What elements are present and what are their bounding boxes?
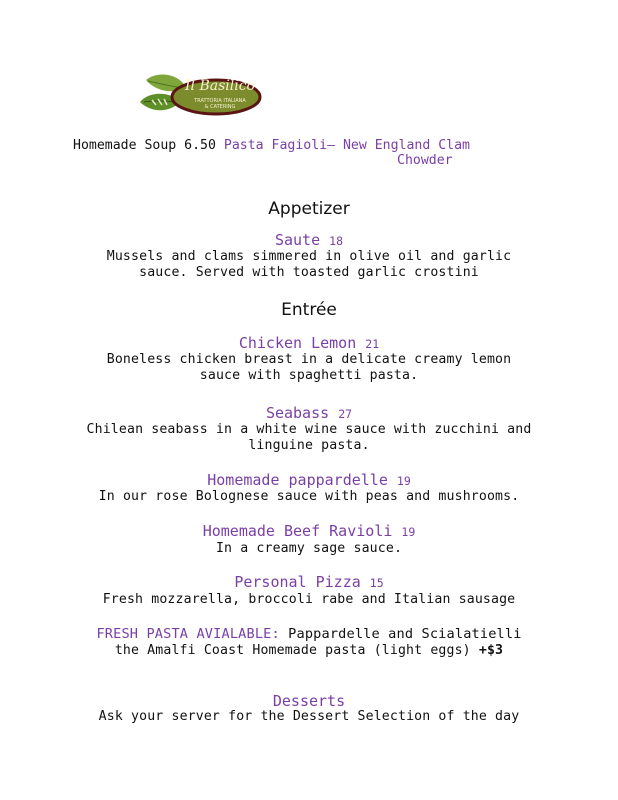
- item-description: Fresh mozzarella, broccoli rabe and Italian sausage: [102, 592, 516, 607]
- item-price: 19: [396, 474, 411, 488]
- fresh-pasta-surcharge: +$3: [478, 643, 504, 658]
- item-name: Chicken Lemon: [238, 334, 357, 352]
- logo-tagline-2: & CATERING: [204, 104, 236, 110]
- menu-item-title: [0, 404, 618, 423]
- menu-item-title: [0, 471, 618, 490]
- item-description: Mussels and clams simmered in olive oil and garlic: [106, 249, 512, 264]
- fresh-pasta-line-2: [0, 643, 618, 659]
- section-heading-appetizer: Appetizer: [268, 199, 350, 219]
- soup-options-continued: Chowder: [397, 153, 453, 168]
- fresh-pasta-label: FRESH PASTA AVIALABLE:: [96, 626, 280, 642]
- section-heading-desserts: Desserts: [272, 692, 346, 710]
- item-price: 21: [365, 337, 380, 351]
- soup-line: [73, 138, 470, 153]
- soup-label: Homemade Soup 6.50: [73, 138, 216, 153]
- item-description: Boneless chicken breast in a delicate creamy lemon: [106, 352, 512, 367]
- item-description: sauce. Served with toasted garlic crostini: [139, 265, 479, 280]
- section-heading-entree: Entrée: [281, 300, 337, 320]
- logo-tagline: TRATTORIA ITALIANA: [194, 98, 246, 104]
- fresh-pasta-types: Pappardelle and Scialatielli: [288, 626, 522, 642]
- item-price: 19: [401, 525, 416, 539]
- desserts-description: Ask your server for the Dessert Selection of the day: [98, 709, 520, 724]
- item-description: linguine pasta.: [248, 438, 370, 453]
- item-description: In our rose Bolognese sauce with peas and mushrooms.: [98, 489, 520, 504]
- item-name: Seabass: [265, 404, 330, 422]
- item-name: Personal Pizza: [234, 573, 361, 591]
- item-name: Saute: [274, 231, 321, 249]
- item-description: Chilean seabass in a white wine sauce with zucchini and: [86, 422, 532, 437]
- menu-item-title: [0, 522, 618, 541]
- item-name: Homemade pappardelle: [207, 471, 388, 489]
- logo-title: Il Basilico: [185, 78, 255, 94]
- item-price: 18: [329, 234, 344, 248]
- item-price: 27: [338, 407, 353, 421]
- menu-item-title: [0, 334, 618, 353]
- item-description: In a creamy sage sauce.: [215, 541, 403, 556]
- soup-options: Pasta Fagioli– New England Clam: [223, 138, 471, 153]
- menu-item-title: [0, 231, 618, 250]
- fresh-pasta-desc: the Amalfi Coast Homemade pasta (light eggs): [114, 643, 471, 658]
- item-description: sauce with spaghetti pasta.: [199, 368, 419, 383]
- menu-item-title: [0, 573, 618, 592]
- item-name: Homemade Beef Ravioli: [202, 522, 393, 540]
- restaurant-logo: [138, 72, 262, 118]
- item-price: 15: [369, 576, 384, 590]
- fresh-pasta-line: [0, 626, 618, 642]
